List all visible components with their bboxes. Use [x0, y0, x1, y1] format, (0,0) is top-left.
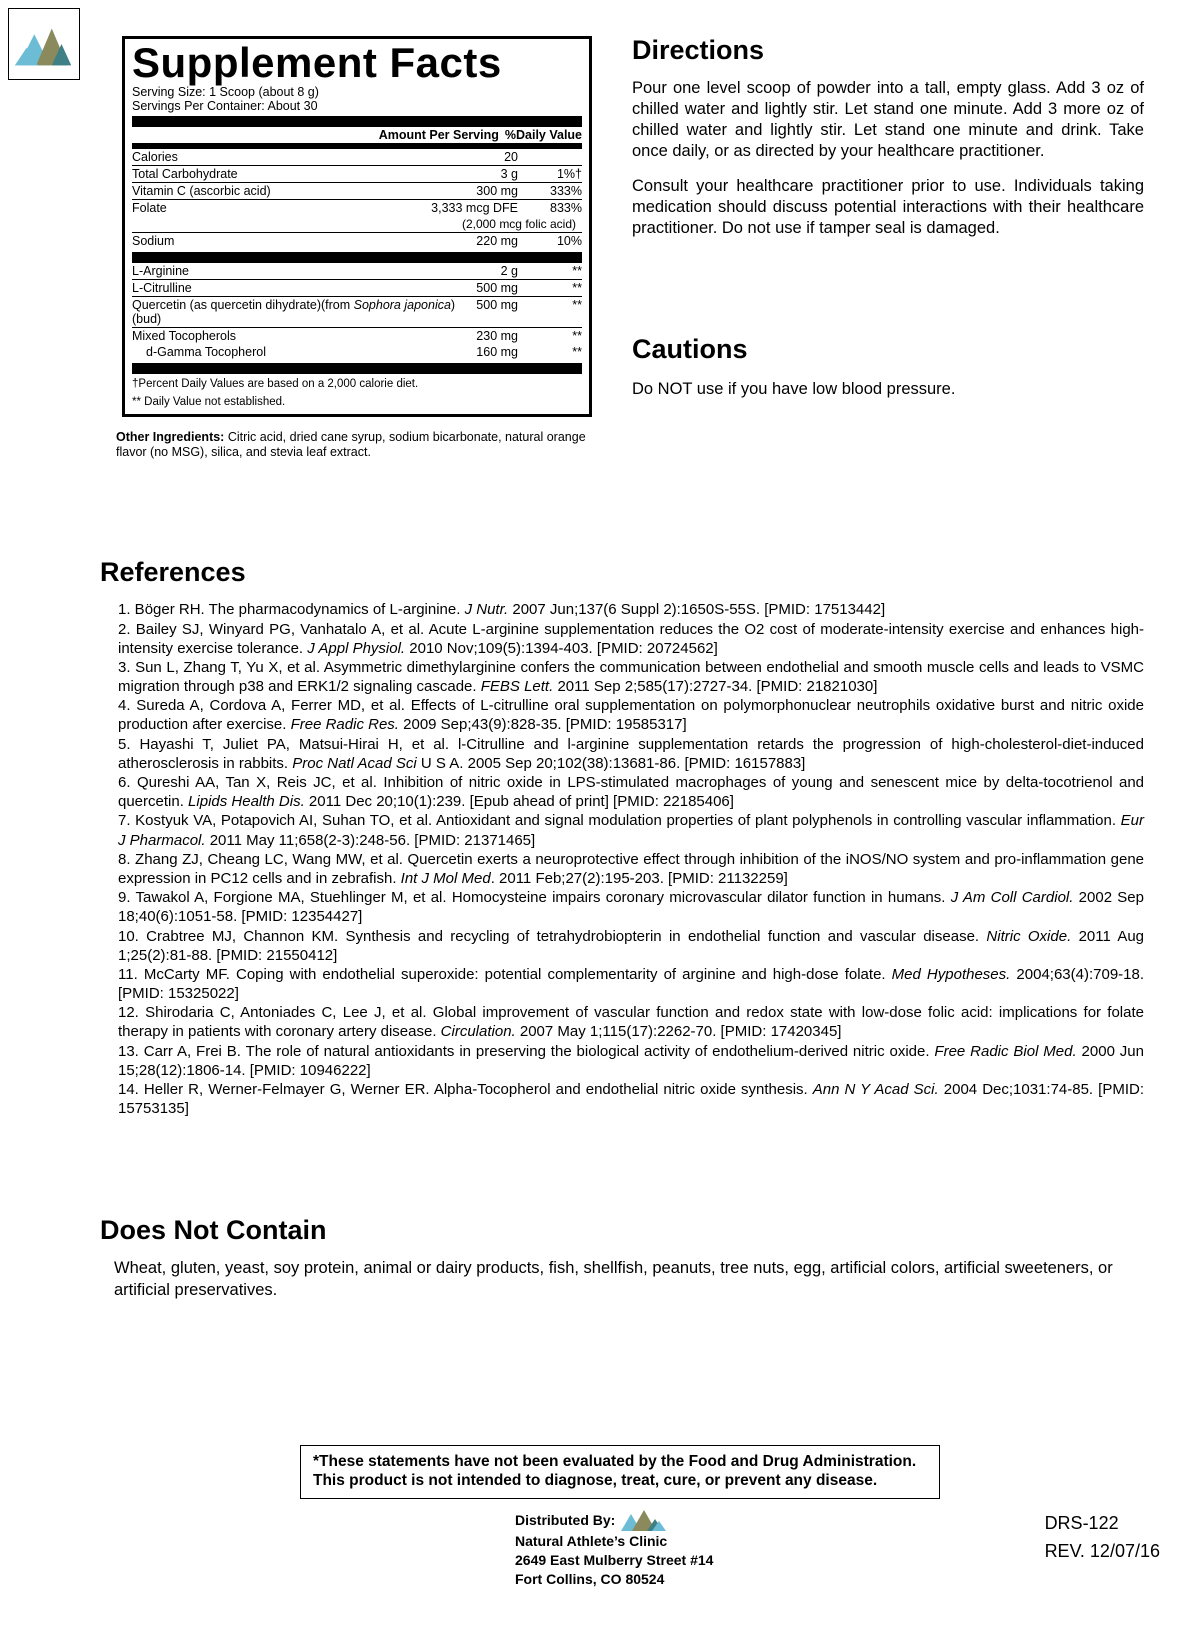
table-row: [132, 149, 582, 166]
table-row: [132, 200, 582, 217]
reference-post: 2011 Aug 1;25(2):81-88. [PMID: 21550412]: [118, 927, 1145, 964]
fda-disclaimer-box: [300, 1445, 940, 1499]
table-row: [132, 297, 582, 328]
row-amount: 3,333 mcg DFE: [367, 200, 524, 217]
reference-post: 2002 Sep 18;40(6):1051-58. [PMID: 12354427]: [118, 889, 1144, 926]
disclaimer-line-1: *These statements have not been evaluated by the Food and Drug Administration.: [313, 1453, 917, 1470]
row-amount: 2 g: [500, 264, 518, 279]
row-daily-value: **: [524, 297, 582, 328]
directions-paragraph-1: Pour one level scoop of powder into a tall, empty glass. Add 3 oz of chilled water and lightly stir. Let stand one minute. Add 3 more oz of chilled water and lightly stir. Let stand one minute and drink. Take once daily, or as directed by your healthcare practitioner.: [632, 79, 1144, 160]
reference-number: 9.: [118, 889, 131, 907]
reference-number: 2.: [118, 620, 131, 638]
reference-number: 12.: [118, 1004, 139, 1022]
reference-journal: FEBS Lett.: [480, 678, 554, 696]
does-not-contain-section: [100, 1216, 1144, 1301]
nutrients-secondary-table: [132, 263, 582, 360]
reference-item: [100, 965, 1144, 1003]
reference-item: [100, 927, 1144, 965]
row-label-quercetin: [132, 297, 476, 328]
reference-pre: Sureda A, Cordova A, Ferrer MD, et al. Effects of L-citrulline oral supplementation on polymorphonuclear neutrophils oxidative burst and nitric oxide production after exercise.: [118, 697, 1144, 734]
reference-post: 2011 Sep 2;585(17):2727-34. [PMID: 21821030]: [553, 678, 878, 696]
row-label: Folate: [132, 200, 367, 217]
row-label-sub: d-Gamma Tocopherol: [146, 345, 266, 360]
reference-post: U S A. 2005 Sep 20;102(38):13681-86. [PMID: 16157883]: [416, 754, 806, 772]
document-code-block: [1045, 1510, 1160, 1566]
reference-journal: J Appl Physiol.: [307, 639, 406, 657]
reference-pre: Qureshi AA, Tan X, Reis JC, et al. Inhibition of nitric oxide in LPS-stimulated macrophages of young and senescent mice by delta-tocotrienol and quercetin.: [118, 774, 1144, 811]
distributed-by-label: Distributed By:: [515, 1511, 616, 1528]
right-column: [632, 36, 1144, 400]
distributor-address-line-2: Fort Collins, CO 80524: [515, 1570, 665, 1587]
quercetin-botanical-name: Sophora japonica: [353, 298, 451, 313]
reference-pre: Böger RH. The pharmacodynamics of L-arginine.: [130, 601, 465, 619]
reference-item: [100, 888, 1144, 926]
reference-pre: Kostyuk VA, Potapovich AI, Suhan TO, et al. Antioxidant and signal modulation properties of plant polyphenols in controlling vascular inflammation.: [130, 812, 1121, 830]
reference-pre: Hayashi T, Juliet PA, Matsui-Hirai H, et al. l-Citrulline and l-arginine supplementation retards the progression of high-cholesterol-diet-induced atherosclerosis in rabbits.: [118, 735, 1144, 772]
reference-pre: Crabtree MJ, Channon KM. Synthesis and recycling of tetrahydrobiopterin in endothelial function and vascular disease.: [138, 927, 987, 945]
document-revision: REV. 12/07/16: [1044, 1540, 1160, 1561]
reference-post: 2011 Dec 20;10(1):239. [Epub ahead of print] [PMID: 22185406]: [304, 793, 734, 811]
reference-item: [100, 811, 1144, 849]
other-ingredients: [116, 430, 598, 460]
directions-paragraph-2: Consult your healthcare practitioner prior to use. Individuals taking medication should discuss potential interactions with their healthcare practitioner. Do not use if tamper seal is damaged.: [632, 177, 1144, 238]
row-amount: 220 mg: [367, 233, 524, 250]
mountain-logo-icon: [9, 9, 79, 79]
reference-item: [100, 773, 1144, 811]
row-amount: 500 mg: [476, 280, 524, 297]
reference-pre: Zhang ZJ, Cheang LC, Wang MW, et al. Quercetin exerts a neuroprotective effect through inhibition of the iNOS/NO system and pro-inflammation gene expression in PC12 cells and in zebrafish.: [118, 850, 1144, 887]
row-daily-value: **: [524, 328, 582, 345]
reference-journal: J Nutr.: [464, 601, 509, 619]
table-header-row: [132, 127, 582, 143]
references-heading: References: [100, 557, 246, 587]
reference-post: 2004 Dec;1031:74-85. [PMID: 15753135]: [118, 1081, 1145, 1118]
reference-pre: Tawakol A, Forgione MA, Stuehlinger M, et al. Homocysteine impairs coronary microvascular dilator function in humans.: [130, 889, 951, 907]
row-daily-value: **: [572, 345, 582, 360]
reference-number: 8.: [118, 850, 131, 868]
nutrients-primary-table: [132, 149, 582, 249]
document-code: DRS-122: [1044, 1513, 1119, 1533]
references-section: [100, 558, 1144, 1118]
serving-size: Serving Size: 1 Scoop (about 8 g): [132, 85, 319, 100]
row-subnote-spacer: [132, 216, 367, 233]
reference-item: [100, 850, 1144, 888]
reference-post: 2004;63(4):709-18. [PMID: 15325022]: [118, 965, 1145, 1003]
quercetin-pre: Quercetin (as quercetin dihydrate)(from: [132, 298, 354, 313]
reference-pre: Shirodaria C, Antoniades C, Lee J, et al. Global improvement of vascular function and redox state with low-dose folic acid: implications for folate therapy in patients with coronary artery disease.: [118, 1004, 1144, 1041]
reference-item: [100, 735, 1144, 773]
table-row-subnote: [132, 216, 582, 233]
reference-journal: Eur J Pharmacol.: [118, 812, 1144, 849]
reference-number: 6.: [118, 774, 131, 792]
reference-pre: Heller R, Werner-Felmayer G, Werner ER. Alpha-Tocopherol and endothelial nitric oxide synthesis.: [138, 1081, 813, 1099]
reference-post: 2007 Jun;137(6 Suppl 2):1650S-55S. [PMID: 17513442]: [508, 601, 886, 619]
table-row: [132, 233, 582, 250]
row-daily-value: [524, 149, 582, 166]
other-ingredients-text: Citric acid, dried cane syrup, sodium bicarbonate, natural orange flavor (no MSG), silica, and stevia leaf extract.: [116, 430, 586, 459]
reference-post: 2011 May 11;658(2-3):248-56. [PMID: 21371465]: [205, 831, 536, 849]
folate-subnote: (2,000 mcg folic acid): [461, 217, 576, 232]
row-daily-value: 10%: [524, 233, 582, 250]
reference-number: 7.: [118, 812, 131, 830]
cautions-section: [632, 335, 1144, 400]
servings-per-container: Servings Per Container: About 30: [132, 99, 318, 114]
reference-item: [100, 600, 1144, 619]
disclaimer-line-2: This product is not intended to diagnose, treat, cure, or prevent any disease.: [313, 1472, 878, 1490]
does-not-contain-text: Wheat, gluten, yeast, soy protein, animal or dairy products, fish, shellfish, peanuts, tree nuts, egg, artificial colors, artificial sweeteners, or artificial preservatives.: [114, 1259, 1113, 1299]
footnote-no-dv: ** Daily Value not established.: [132, 395, 286, 408]
reference-item: [100, 1042, 1144, 1080]
header-amount-per-serving: Amount Per Serving: [378, 128, 499, 143]
mountain-logo-icon-footer: [619, 1508, 667, 1532]
distributed-by-row: [515, 1508, 713, 1532]
row-daily-value: 333%: [524, 183, 582, 200]
reference-item: [100, 1080, 1144, 1118]
cautions-heading: Cautions: [632, 333, 748, 364]
header-daily-value: %Daily Value: [504, 128, 582, 143]
reference-journal: Free Radic Biol Med.: [934, 1042, 1077, 1060]
row-amount: 230 mg: [476, 328, 524, 345]
row-amount: 3 g: [367, 166, 524, 183]
reference-journal: Int J Mol Med: [400, 869, 491, 887]
brand-logo-box: [8, 8, 80, 80]
footnote-daily-values: †Percent Daily Values are based on a 2,000 calorie diet.: [132, 378, 419, 391]
distributor-block: [515, 1508, 713, 1589]
reference-journal: Nitric Oxide.: [986, 927, 1072, 945]
reference-journal: J Am Coll Cardiol.: [950, 889, 1074, 907]
reference-post: . 2011 Feb;27(2):195-203. [PMID: 21132259]: [490, 869, 788, 887]
reference-post: 2007 May 1;115(17):2262-70. [PMID: 17420345]: [515, 1023, 842, 1041]
reference-item: [100, 620, 1144, 658]
cautions-text: Do NOT use if you have low blood pressure.: [632, 380, 956, 399]
row-label: L-Arginine: [132, 264, 189, 279]
divider-heavy-bottom: [132, 363, 582, 374]
row-daily-value: 1%†: [524, 166, 582, 183]
reference-number: 10.: [118, 927, 139, 945]
other-ingredients-label: Other Ingredients:: [116, 430, 225, 444]
reference-journal: Lipids Health Dis.: [188, 793, 305, 811]
row-daily-value: **: [572, 264, 582, 279]
reference-number: 5.: [118, 735, 131, 753]
directions-heading: Directions: [632, 35, 765, 65]
table-row: [132, 183, 582, 200]
divider-heavy-mid: [132, 252, 582, 263]
table-row: [132, 344, 582, 360]
row-label: Calories: [132, 150, 178, 165]
table-row: [132, 166, 582, 183]
row-daily-value: **: [524, 280, 582, 297]
reference-journal: Proc Natl Acad Sci: [292, 754, 417, 772]
quercetin-post: )(bud): [132, 298, 456, 327]
row-amount: 160 mg: [476, 345, 518, 360]
reference-post: 2000 Jun 15;28(12):1806-14. [PMID: 10946222]: [118, 1042, 1144, 1079]
reference-number: 3.: [118, 658, 131, 676]
table-row: [132, 280, 582, 297]
reference-pre: Sun L, Zhang T, Yu X, et al. Asymmetric dimethylarginine confers the communication between endothelial and smooth muscle cells and leads to VSMC migration through p38 and ERK1/2 signaling cascade.: [118, 658, 1144, 696]
row-label: Mixed Tocopherols: [132, 328, 476, 345]
table-row: [132, 328, 582, 345]
row-amount: 500 mg: [476, 297, 524, 328]
row-label: Sodium: [132, 233, 367, 250]
reference-number: 13.: [118, 1042, 139, 1060]
reference-journal: Circulation.: [440, 1023, 516, 1041]
divider-heavy-top: [132, 116, 582, 127]
references-list: [100, 600, 1144, 1118]
reference-item: [100, 1003, 1144, 1041]
reference-post: 2009 Sep;43(9):828-35. [PMID: 19585317]: [398, 716, 687, 734]
row-amount: 20: [504, 150, 518, 165]
supplement-facts-table: [132, 127, 582, 143]
reference-post: 2010 Nov;109(5):1394-403. [PMID: 20724562]: [405, 639, 718, 657]
row-daily-value: 833%: [524, 200, 582, 217]
reference-pre: Bailey SJ, Winyard PG, Vanhatalo A, et al. Acute L-arginine supplementation reduces the O2 cost of moderate-intensity exercise and enhances high-intensity exercise tolerance.: [118, 620, 1144, 657]
row-amount: 300 mg: [367, 183, 524, 200]
reference-pre: Carr A, Frei B. The role of natural antioxidants in preserving the biological activity of endothelium-derived nitric oxide.: [138, 1042, 935, 1060]
reference-journal: Med Hypotheses.: [891, 965, 1011, 983]
reference-number: 14.: [118, 1081, 139, 1099]
row-label: Total Carbohydrate: [132, 166, 367, 183]
supplement-facts-title: Supplement Facts: [132, 39, 502, 86]
table-row: [132, 263, 582, 280]
reference-item: [100, 658, 1144, 696]
reference-number: 1.: [118, 601, 131, 619]
reference-journal: Ann N Y Acad Sci.: [812, 1081, 939, 1099]
row-label: L-Citrulline: [132, 280, 476, 297]
does-not-contain-heading: Does Not Contain: [100, 1215, 327, 1245]
reference-journal: Free Radic Res.: [290, 716, 399, 734]
reference-number: 4.: [118, 697, 131, 715]
reference-pre: McCarty MF. Coping with endothelial superoxide: potential complementarity of arginine and high-dose folate.: [137, 965, 892, 983]
reference-number: 11.: [118, 965, 138, 983]
reference-item: [100, 696, 1144, 734]
distributor-company: Natural Athlete’s Clinic: [515, 1533, 668, 1549]
supplement-facts-panel: [122, 36, 592, 417]
row-label: Vitamin C (ascorbic acid): [132, 183, 367, 200]
distributor-address-line-1: 2649 East Mulberry Street #14: [515, 1551, 714, 1568]
